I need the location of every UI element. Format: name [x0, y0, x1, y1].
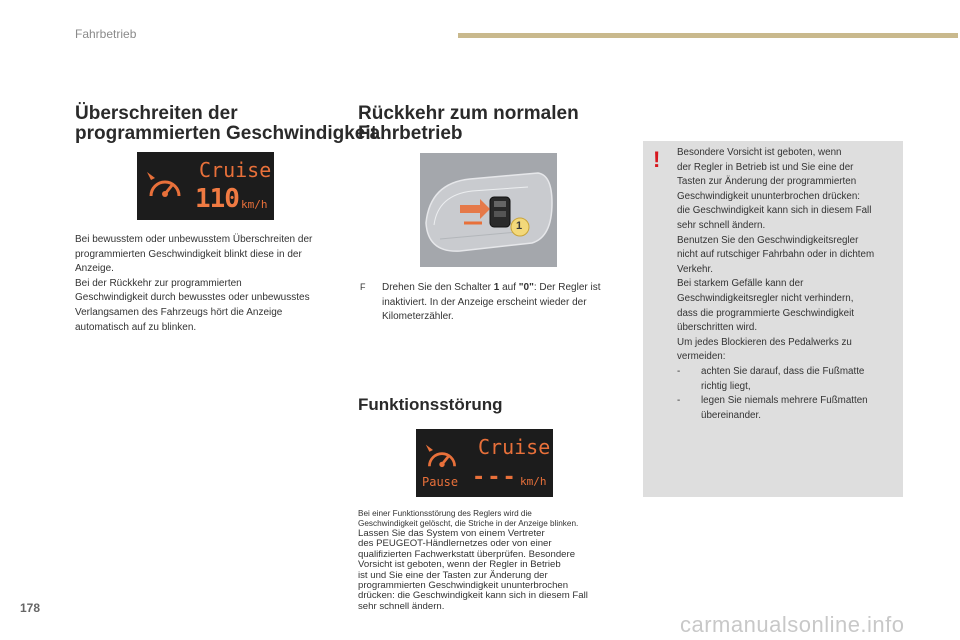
warning-line: Benutzen Sie den Geschwindigkeitsregler: [677, 234, 859, 246]
text-line: qualifizierten Fachwerkstatt überprüfen. Besondere: [358, 548, 576, 560]
text-line: sehr schnell ändern.: [358, 600, 445, 612]
text-segment: Drehen Sie den Schalter: [382, 282, 494, 293]
list-item-line1: achten Sie darauf, dass die Fußmatte: [701, 366, 865, 377]
warning-text: [677, 146, 899, 365]
text-line: programmierten Geschwindigkeit blinkt diese in der: [75, 248, 302, 260]
text-line: Anzeige.: [75, 263, 114, 275]
warning-line: Geschwindigkeitsregler nicht verhindern,: [677, 292, 854, 304]
cruise-label: Cruise: [199, 158, 272, 182]
warning-line: Geschwindigkeit ununterbrochen drücken:: [677, 190, 860, 202]
speed-unit: km/h: [520, 475, 547, 488]
malfunction-paragraph: [358, 529, 628, 612]
watermark: carmanualsonline.info: [680, 612, 905, 637]
malfunction-caption: [358, 509, 628, 529]
caption-line: Geschwindigkeit gelöscht, die Striche in der Anzeige blinken.: [358, 518, 579, 528]
switch-number: 1: [493, 282, 500, 293]
cruise-label: Cruise: [478, 435, 551, 459]
cruise-display-pause: [416, 429, 553, 497]
list-item-line1: legen Sie niemals mehrere Fußmatten: [701, 395, 868, 407]
text-line: des PEUGEOT-Händlernetzes oder von einer: [358, 538, 552, 550]
warning-line: Verkehr.: [677, 263, 713, 275]
text-segment: auf: [499, 282, 519, 293]
callout-number: 1: [516, 220, 523, 232]
instruction-line2: inaktiviert. In der Anzeige erscheint wieder der: [382, 296, 587, 308]
text-line: Verlangsamen des Fahrzeugs hört die Anzeige: [75, 306, 283, 318]
list-item-line2: übereinander.: [701, 409, 761, 421]
warning-line: Tasten zur Änderung der programmierten: [677, 176, 857, 188]
list-dash: -: [677, 366, 681, 377]
stalk-drawing: [420, 153, 557, 267]
warning-list: [677, 365, 899, 423]
warning-line: nicht auf rutschiger Fahrbahn oder in dichtem: [677, 249, 875, 261]
cruise-display-overspeed: [137, 152, 274, 220]
header-rule: [458, 33, 958, 38]
text-line: Bei bewusstem oder unbewusstem Überschreiten der: [75, 234, 313, 245]
text-line: Lassen Sie das System von einem Vertreter: [358, 528, 545, 539]
bullet-marker: F: [360, 282, 366, 292]
heading-malfunction: Funktionsstörung: [358, 395, 503, 414]
heading-normal-driving: [358, 104, 579, 144]
heading-overspeed-line1: Überschreiten der: [75, 103, 238, 124]
heading-overspeed: [75, 104, 377, 144]
control-stalk-illustration: [420, 153, 557, 267]
speed-unit: km/h: [241, 198, 268, 211]
text-line: Vorsicht ist geboten, wenn der Regler in Betrieb: [358, 559, 561, 571]
speed-dashes: ---: [472, 465, 518, 490]
warning-line: Um jedes Blockieren des Pedalwerks zu: [677, 336, 852, 348]
heading-normal-driving-line1: Rückkehr zum normalen: [358, 103, 579, 124]
instruction-bullet: [382, 281, 632, 325]
text-line: automatisch auf zu blinken.: [75, 321, 197, 333]
text-line: Geschwindigkeit durch bewusstes oder unbewusstes: [75, 292, 310, 304]
warning-line: Bei starkem Gefälle kann der: [677, 278, 804, 290]
text-line: ist und Sie eine der Tasten zur Änderung der: [358, 569, 548, 581]
text-line: programmierten Geschwindigkeit ununterbrochen: [358, 580, 569, 592]
speedometer-icon: [424, 441, 460, 477]
list-dash: -: [677, 395, 681, 407]
speedometer-icon: [145, 168, 185, 208]
warning-line: Besondere Vorsicht ist geboten, wenn: [677, 147, 842, 158]
instruction-line1: [382, 281, 632, 296]
switch-position: "0": [518, 282, 534, 293]
warning-line: vermeiden:: [677, 351, 726, 363]
warning-list-item: [677, 394, 899, 423]
warning-line: dass die programmierte Geschwindigkeit: [677, 307, 854, 319]
caption-line: Bei einer Funktionsstörung des Reglers wird die: [358, 509, 532, 518]
section-title: Fahrbetrieb: [75, 27, 137, 41]
page-number: 178: [20, 601, 41, 615]
text-line: Bei der Rückkehr zur programmierten: [75, 277, 242, 289]
warning-list-item: [677, 365, 899, 394]
text-segment: : Der Regler ist: [533, 282, 601, 293]
warning-line: der Regler in Betrieb ist und Sie eine der: [677, 161, 854, 173]
instruction-line3: Kilometerzähler.: [382, 311, 454, 323]
heading-normal-driving-line2: Fahrbetrieb: [358, 123, 463, 144]
warning-line: die Geschwindigkeit kann sich in diesem Fall: [677, 205, 872, 217]
pause-label: Pause: [422, 475, 459, 489]
warning-exclamation-icon: !: [653, 147, 661, 172]
list-item-line2: richtig liegt,: [701, 380, 751, 392]
heading-overspeed-line2: programmierten Geschwindigkeit: [75, 123, 377, 144]
speed-value: 110: [195, 184, 239, 214]
warning-line: überschritten wird.: [677, 322, 758, 334]
overspeed-paragraph: [75, 233, 345, 335]
text-line: drücken: die Geschwindigkeit kann sich in diesem Fall: [358, 590, 588, 602]
warning-line: sehr schnell ändern.: [677, 219, 766, 231]
